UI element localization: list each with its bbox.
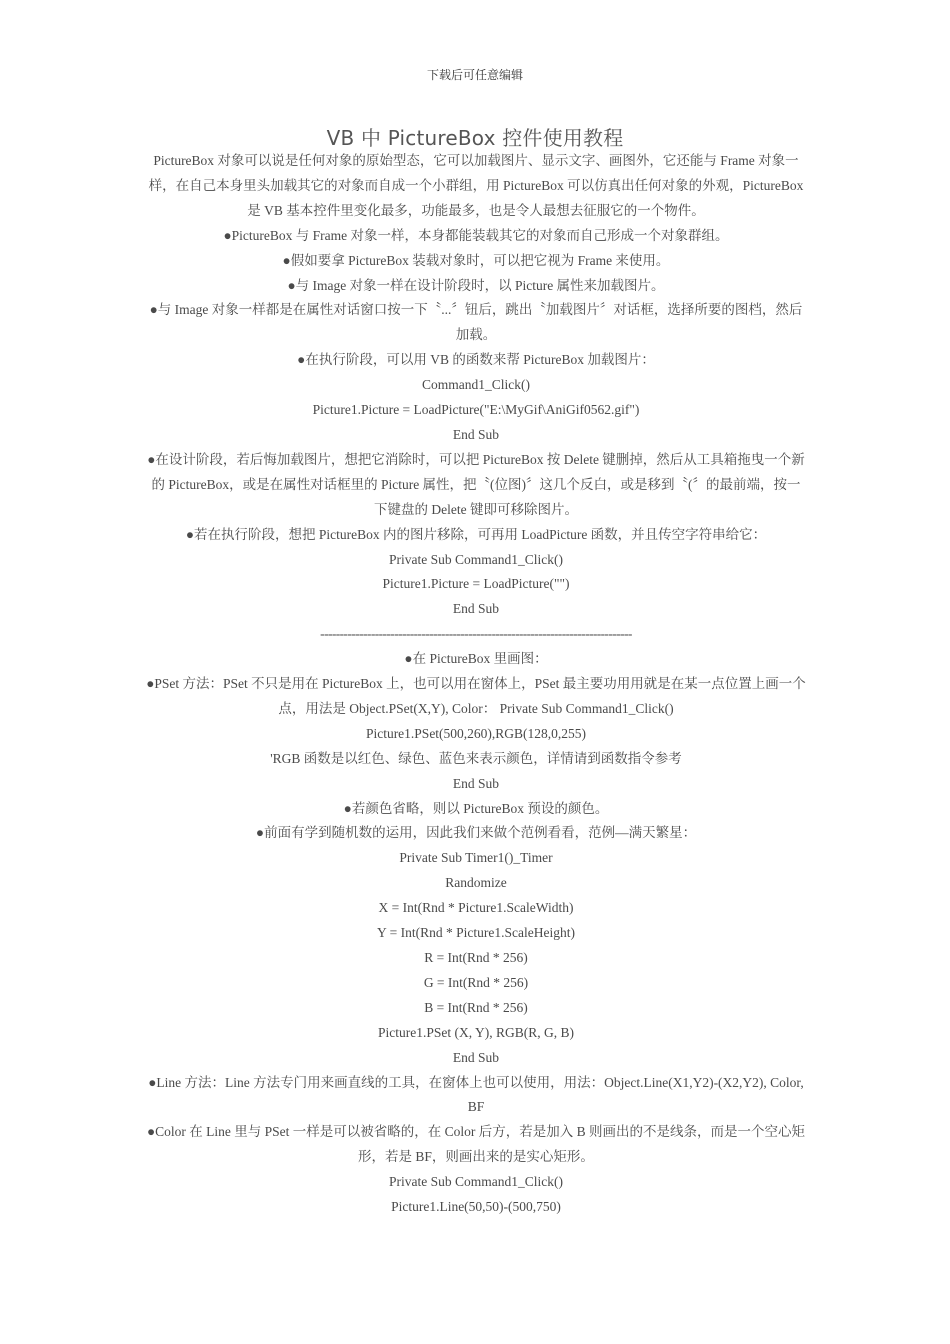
bullet-image-design: ●与 Image 对象一样在设计阶段时，以 Picture 属性来加载图片。 (287, 277, 665, 293)
bullet-default-color: ●若颜色省略，则以 PictureBox 预设的颜色。 (343, 800, 609, 816)
code-line: End Sub (452, 775, 500, 791)
bullet-design-remove: ●在设计阶段，若后悔加载图片，想把它消除时，可以把 PictureBox 按 Delete 键删掉，然后从工具箱拖曳一个新的 PictureBox，或是在属性对话框里的 Picture 属性，把〝(位图)〞这几个反白，或是移到〝(〞的最前端，按一下键盘的 Delete 键即可移除图片。 (147, 451, 805, 517)
code-line: Randomize (445, 875, 507, 891)
code-line: Picture1.PSet (X, Y), RGB(R, G, B) (378, 1024, 574, 1040)
bullet-line-color: ●Color 在 Line 里与 PSet 一样是可以被省略的，在 Color 后方，若是加入 B 则画出的不是线条，而是一个空心矩形，若是 BF，则画出来的是实心矩形。 (146, 1124, 806, 1165)
code-line: B = Int(Rnd * 256) (424, 999, 528, 1015)
paragraph-intro: PictureBox 对象可以说是任何对象的原始型态，它可以加载图片、显示文字、画图外，它还能与 Frame 对象一样，在自己本身里头加载其它的对象而自成一个小群组，用 PictureBox 可以仿真出任何对象的外观，PictureBox 是 VB 基本控件里变化最多，功能最多，也是令人最想去征服它的一个物件。 (148, 153, 804, 218)
bullet-runtime-load: ●在执行阶段，可以用 VB 的函数来帮 PictureBox 加载图片： (297, 352, 655, 368)
code-line: Private Sub Command1_Click() (389, 1174, 563, 1190)
header-note: 下载后可任意编辑 (426, 68, 523, 82)
code-line: Private Sub Command1_Click() (389, 551, 563, 567)
code-line: R = Int(Rnd * 256) (424, 950, 528, 965)
document-body (145, 149, 807, 1220)
code-line: Picture1.Line(50,50)-(500,750) (391, 1199, 561, 1215)
code-line: Picture1.Picture = LoadPicture("E:\MyGif\AniGif0562.gif") (312, 402, 640, 418)
code-line: Y = Int(Rnd * Picture1.ScaleHeight) (377, 925, 575, 941)
section-divider: -------------------------------------------------------------------------------- (320, 626, 632, 642)
code-line: Picture1.PSet(500,260),RGB(128,0,255) (365, 725, 587, 741)
code-comment: 'RGB 函数是以红色、绿色、蓝色来表示颜色，详情请到函数指令参考 (270, 750, 682, 766)
code-line: End Sub (452, 426, 500, 442)
code-line: X = Int(Rnd * Picture1.ScaleWidth) (378, 900, 574, 916)
bullet-line-method: ●Line 方法：Line 方法专门用来画直线的工具，在窗体上也可以使用，用法：Object.Line(X1,Y2)-(X2,Y2), Color, BF (148, 1074, 804, 1115)
document-title: VB 中 PictureBox 控件使用教程 (326, 126, 624, 150)
bullet-pset-method: ●PSet 方法：PSet 不只是用在 PictureBox 上，也可以用在窗体上，PSet 最主要功用用就是在某一点位置上画一个点，用法是 Object.PSet(X,Y), Color： Private Sub Command1_Click() (146, 676, 806, 716)
bullet-draw-heading: ●在 PictureBox 里画图： (404, 651, 548, 667)
code-line: Command1_Click() (422, 377, 530, 393)
bullet-runtime-remove: ●若在执行阶段，想把 PictureBox 内的图片移除，可再用 LoadPicture 函数，并且传空字符串给它： (185, 526, 767, 542)
bullet-frame-use: ●假如要拿 PictureBox 装载对象时，可以把它视为 Frame 来使用。 (282, 252, 670, 268)
bullet-image-dialog: ●与 Image 对象一样都是在属性对话窗口按一下〝...〞钮后，跳出〝加载图片〞对话框，选择所要的图档，然后加载。 (149, 302, 803, 343)
code-line: Private Sub Timer1()_Timer (399, 850, 553, 866)
code-line: End Sub (452, 1049, 500, 1065)
bullet-random-example: ●前面有学到随机数的运用，因此我们来做个范例看看，范例—满天繁星： (255, 825, 697, 841)
code-line: G = Int(Rnd * 256) (423, 974, 529, 990)
code-line: End Sub (452, 601, 500, 617)
code-line: Picture1.Picture = LoadPicture("") (382, 576, 570, 592)
bullet-frame-like: ●PictureBox 与 Frame 对象一样，本身都能装载其它的对象而自己形成一个对象群组。 (223, 227, 729, 243)
